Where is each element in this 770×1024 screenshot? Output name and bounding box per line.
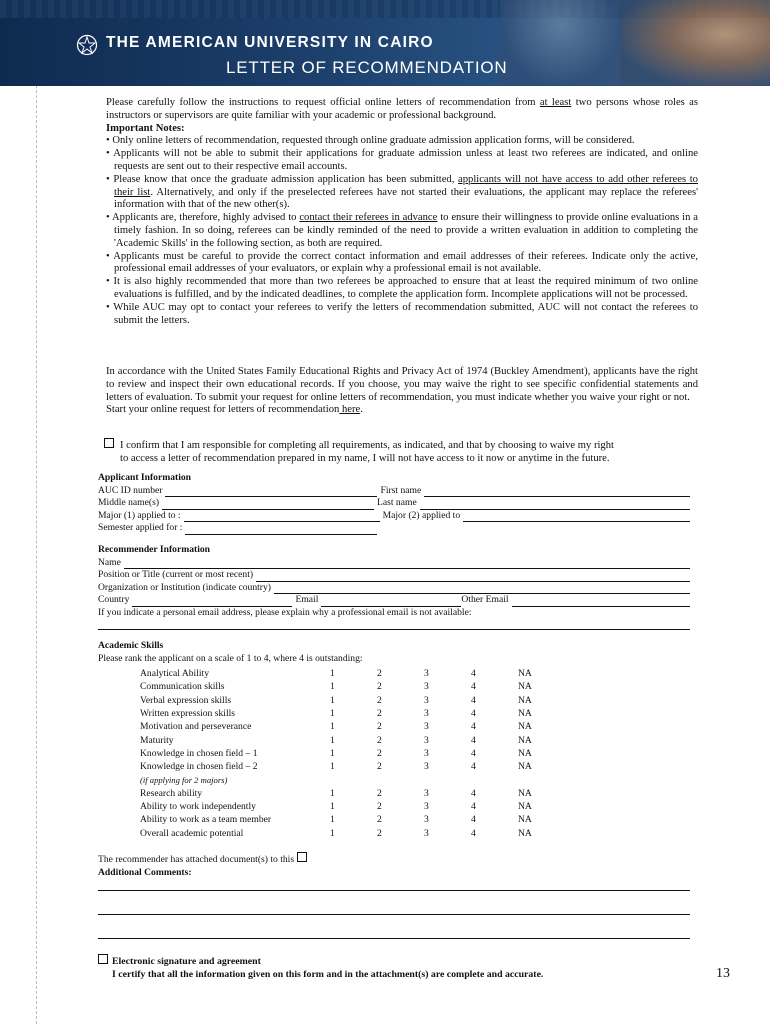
rating-3[interactable]: 3 <box>424 668 429 680</box>
skill-row <box>140 720 565 733</box>
rating-2[interactable]: 2 <box>377 734 382 746</box>
major1-label: Major (1) applied to : <box>98 509 181 521</box>
waiver-confirmation <box>104 438 700 465</box>
rating-4[interactable]: 4 <box>471 761 476 773</box>
rec-email-field[interactable] <box>321 597 461 607</box>
rec-country-label: Country <box>98 594 130 606</box>
signature-section <box>98 954 543 981</box>
rec-name-label: Name <box>98 556 121 568</box>
skill-name: Communication skills <box>140 681 225 693</box>
rating-2[interactable]: 2 <box>377 747 382 759</box>
semester-label: Semester applied for : <box>98 522 183 534</box>
middle-name-field[interactable] <box>162 500 374 510</box>
skill-name: Knowledge in chosen field – 2 <box>140 761 258 773</box>
rating-4[interactable] <box>471 773 518 786</box>
note-4: • Applicants are, therefore, highly advised to contact their referees in advance to ensure their willingness to provide online evaluations in a timely fashion. In so doing, referees can be kindly reminded of the need to provide a written evaluation in addition to completing the 'Academic Skills' in the following section, as both are required. <box>106 212 698 249</box>
skill-name: Maturity <box>140 734 174 746</box>
signature-checkbox[interactable] <box>98 954 108 964</box>
skill-row <box>140 733 565 746</box>
rating-na[interactable] <box>518 773 565 786</box>
banner-photo <box>500 0 620 86</box>
waiver-checkbox[interactable] <box>104 438 114 448</box>
major2-field[interactable] <box>463 512 690 522</box>
major1-field[interactable] <box>184 512 380 522</box>
rating-4[interactable]: 4 <box>471 827 476 839</box>
rating-1[interactable]: 1 <box>330 747 335 759</box>
skill-name: Knowledge in chosen field – 1 <box>140 747 258 759</box>
rating-4[interactable]: 4 <box>471 668 476 680</box>
rating-3[interactable]: 3 <box>424 761 429 773</box>
page-number: 13 <box>716 966 730 981</box>
skills-instruction: Please rank the applicant on a scale of 1 to 4, where 4 is outstanding: <box>98 652 363 664</box>
comments-title: Additional Comments: <box>98 866 192 878</box>
skill-row <box>140 707 565 720</box>
banner-portrait <box>620 0 770 86</box>
rating-2[interactable]: 2 <box>377 787 382 799</box>
rec-other-email-label: Other Email <box>461 594 509 606</box>
rating-3[interactable]: 3 <box>424 734 429 746</box>
first-name-label: First name <box>380 484 422 496</box>
ferpa-text: In accordance with the United States Family Educational Rights and Privacy Act of 1974 (Buckley Amendment), applicants have the right to review and inspect their own educational records. If you choose, you may waive the right to see specific confidential statements and letters of evaluation. To submit your request for online letters of recommendation, you must indicate whether you waive your right or not. <box>106 366 698 403</box>
skill-name: Ability to work independently <box>140 801 256 813</box>
rec-position-label: Position or Title (current or most recent) <box>98 569 254 581</box>
rating-na[interactable]: NA <box>518 787 532 799</box>
skill-row <box>140 667 565 680</box>
comment-line-1[interactable] <box>98 881 690 891</box>
rating-2[interactable]: 2 <box>377 801 382 813</box>
skill-name: Verbal expression skills <box>140 694 232 706</box>
rec-email-label: Email <box>295 594 319 606</box>
signature-title: Electronic signature and agreement <box>112 956 261 967</box>
rating-na[interactable]: NA <box>518 708 532 720</box>
rating-na[interactable]: NA <box>518 747 532 759</box>
ferpa-paragraph <box>106 366 698 417</box>
rating-4[interactable]: 4 <box>471 734 476 746</box>
rating-2[interactable]: 2 <box>377 668 382 680</box>
rating-2[interactable]: 2 <box>377 694 382 706</box>
rating-4[interactable]: 4 <box>471 747 476 759</box>
skill-name: Overall academic potential <box>140 827 244 839</box>
rating-1[interactable]: 1 <box>330 801 335 813</box>
rating-3[interactable] <box>424 773 471 786</box>
important-notes-title: Important Notes: <box>106 122 185 134</box>
rating-na[interactable]: NA <box>518 814 532 826</box>
rating-1[interactable]: 1 <box>330 708 335 720</box>
rating-na[interactable]: NA <box>518 694 532 706</box>
applicant-title: Applicant Information <box>98 472 192 483</box>
rating-3[interactable]: 3 <box>424 681 429 693</box>
rating-2[interactable]: 2 <box>377 827 382 839</box>
major2-label: Major (2) applied to <box>382 509 461 521</box>
middle-name-label: Middle name(s) <box>98 497 160 509</box>
rating-1[interactable]: 1 <box>330 694 335 706</box>
rating-4[interactable]: 4 <box>471 708 476 720</box>
skills-header <box>98 640 693 665</box>
note-5: • Applicants must be careful to provide the correct contact information and email addresses of their referees. Indicate only the active, professional email addresses of your evaluators, or explain why a professional email is not available. <box>106 250 698 275</box>
skills-title: Academic Skills <box>98 640 164 651</box>
rating-na[interactable]: NA <box>518 681 532 693</box>
rating-3[interactable]: 3 <box>424 787 429 799</box>
form-title: LETTER OF RECOMMENDATION <box>226 58 508 77</box>
rating-2[interactable] <box>377 773 424 786</box>
skill-row <box>140 787 565 800</box>
rating-na[interactable]: NA <box>518 734 532 746</box>
last-name-label: Last name <box>377 497 417 509</box>
rating-1[interactable] <box>330 773 377 786</box>
rating-4[interactable]: 4 <box>471 814 476 826</box>
rating-1[interactable]: 1 <box>330 814 335 826</box>
applicant-section <box>98 472 693 535</box>
semester-field[interactable] <box>185 525 377 535</box>
auc-id-field[interactable] <box>165 487 377 497</box>
start-request-line: Start your online request for letters of recommendation here. <box>106 404 363 416</box>
rating-3[interactable]: 3 <box>424 827 429 839</box>
university-name: THE AMERICAN UNIVERSITY IN CAIRO <box>106 34 434 51</box>
rating-4[interactable]: 4 <box>471 681 476 693</box>
skill-row <box>140 694 565 707</box>
skill-name: (if applying for 2 majors) <box>140 775 228 786</box>
rec-name-field[interactable] <box>124 559 690 569</box>
note-6: • It is also highly recommended that more than two referees be approached to ensure that at least the required minimum of two online evaluations is fulfilled, and by the indicated deadlines, to complete the application form. Incomplete applications will not be processed. <box>106 276 698 300</box>
attached-docs-label: The recommender has attached document(s) to this <box>98 854 295 865</box>
intro-paragraph: Please carefully follow the instructions to request official online letters of recommendation from at least two persons whose roles as instructors or supervisors are quite familiar with your academic or professional background. <box>106 97 698 121</box>
recommender-title: Recommender Information <box>98 544 210 555</box>
rating-3[interactable]: 3 <box>424 721 429 733</box>
here-link[interactable]: here <box>339 404 361 416</box>
skill-name: Motivation and perseverance <box>140 721 252 733</box>
rec-position-field[interactable] <box>256 572 690 582</box>
rating-3[interactable]: 3 <box>424 801 429 813</box>
rating-4[interactable]: 4 <box>471 787 476 799</box>
note-7: • While AUC may opt to contact your referees to verify the letters of recommendation submitted, AUC will not contact the referees to submit the letters. <box>106 301 698 326</box>
auc-id-label: AUC ID number <box>98 484 163 496</box>
comments-section <box>98 852 693 939</box>
rating-3[interactable]: 3 <box>424 694 429 706</box>
skill-name: Written expression skills <box>140 708 236 720</box>
rec-org-label: Organization or Institution (indicate country) <box>98 581 271 593</box>
skill-row <box>140 747 565 760</box>
rec-other-email-field[interactable] <box>512 597 690 607</box>
skills-table <box>140 667 565 840</box>
rating-1[interactable]: 1 <box>330 681 335 693</box>
first-name-field[interactable] <box>424 487 690 497</box>
personal-email-explanation-field[interactable] <box>98 620 690 630</box>
rating-4[interactable]: 4 <box>471 801 476 813</box>
rec-org-field[interactable] <box>274 584 690 594</box>
rating-na[interactable]: NA <box>518 721 532 733</box>
header-banner <box>0 0 770 86</box>
rating-2[interactable]: 2 <box>377 681 382 693</box>
rating-1[interactable]: 1 <box>330 668 335 680</box>
rating-na[interactable]: NA <box>518 761 532 773</box>
rating-2[interactable]: 2 <box>377 814 382 826</box>
rating-na[interactable]: NA <box>518 668 532 680</box>
margin-guide <box>36 0 37 1024</box>
rating-1[interactable]: 1 <box>330 827 335 839</box>
skill-name: Analytical Ability <box>140 668 210 680</box>
rating-4[interactable]: 4 <box>471 721 476 733</box>
rating-na[interactable]: NA <box>518 827 532 839</box>
last-name-field[interactable] <box>420 500 690 510</box>
waiver-text-2: to access a letter of recommendation prepared in my name, I will not have access to it now or anytime in the future. <box>120 453 610 464</box>
instructions <box>106 97 698 327</box>
rating-2[interactable]: 2 <box>377 761 382 773</box>
skill-name: Research ability <box>140 787 203 799</box>
comment-line-2[interactable] <box>98 905 690 915</box>
note-2: • Applicants will not be able to submit their applications for graduate admission unless at least two referees are indicated, and online requests are sent out to their respective email accounts. <box>106 148 698 172</box>
rating-4[interactable]: 4 <box>471 694 476 706</box>
rating-2[interactable]: 2 <box>377 721 382 733</box>
skill-row <box>140 827 565 840</box>
rating-2[interactable]: 2 <box>377 708 382 720</box>
auc-logo-icon <box>76 34 98 56</box>
note-3: • Please know that once the graduate admission application has been submitted, applicants will not have access to add other referees to their list. Alternatively, and only if the preselected referees have not started their evaluations, the applicant may replace the referees' information with that of the new other(s). <box>106 173 698 211</box>
rating-3[interactable]: 3 <box>424 747 429 759</box>
skill-name: Ability to work as a team member <box>140 814 272 826</box>
skill-row <box>140 773 565 786</box>
rating-na[interactable]: NA <box>518 801 532 813</box>
rating-1[interactable]: 1 <box>330 734 335 746</box>
recommender-section <box>98 544 693 630</box>
skill-row <box>140 760 565 773</box>
personal-email-note: If you indicate a personal email address, please explain why a professional email is not available: <box>98 606 472 618</box>
attached-docs-checkbox[interactable] <box>297 852 307 862</box>
rating-3[interactable]: 3 <box>424 814 429 826</box>
rating-1[interactable]: 1 <box>330 721 335 733</box>
rec-country-field[interactable] <box>132 597 292 607</box>
rating-1[interactable]: 1 <box>330 787 335 799</box>
waiver-text-1: I confirm that I am responsible for completing all requirements, as indicated, and that by choosing to waive my right <box>120 440 614 451</box>
signature-text: I certify that all the information given on this form and in the attachment(s) are complete and accurate. <box>112 969 544 980</box>
comment-line-3[interactable] <box>98 929 690 939</box>
rating-1[interactable]: 1 <box>330 761 335 773</box>
rating-3[interactable]: 3 <box>424 708 429 720</box>
skill-row <box>140 680 565 693</box>
note-1: • Only online letters of recommendation, requested through online graduate admission application forms, will be considered. <box>106 135 635 147</box>
skill-row <box>140 813 565 826</box>
skill-row <box>140 800 565 813</box>
